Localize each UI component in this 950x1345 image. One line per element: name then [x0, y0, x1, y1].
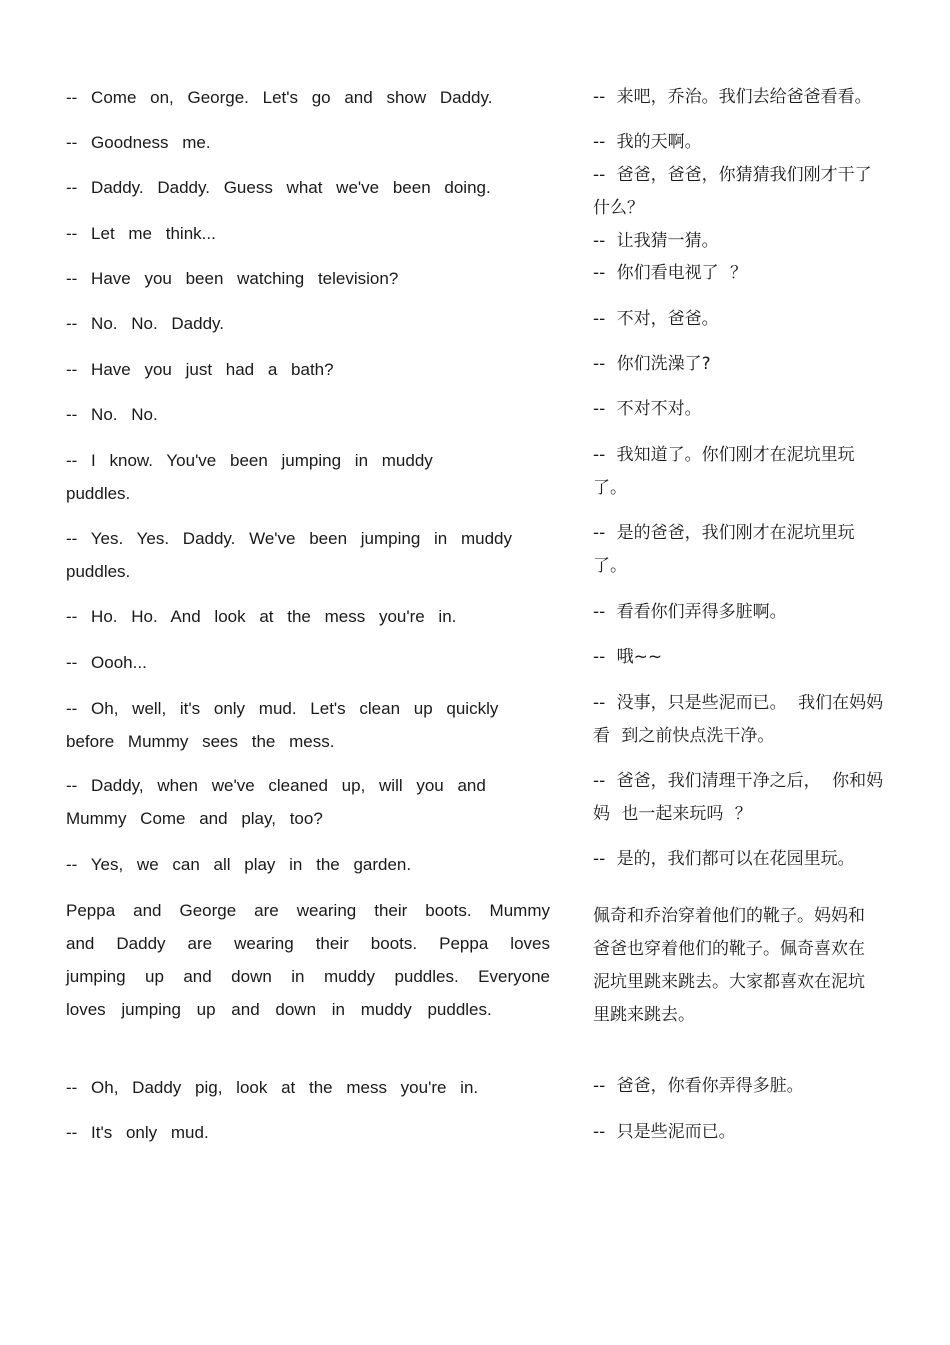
dialogue-en-6: -- No. No. Daddy. — [66, 314, 225, 333]
dialogue-zh-12: -- 哦~~ — [593, 647, 663, 667]
dialogue-en-7: -- Have you just had a bath? — [66, 360, 334, 379]
narration-en: Peppa and George are wearing their boots. Mummy and Daddy are wearing their boots. Peppa loves jumping up and down in muddy puddles. Everyone loves jumping up and down in muddy puddles. — [66, 901, 550, 1019]
dialogue-en-11: -- Ho. Ho. And look at the mess you're in. — [66, 607, 457, 626]
dialogue-en-2: -- Goodness me. — [66, 133, 211, 152]
dialogue-zh-2: -- 我的天啊。 — [593, 132, 702, 152]
narration-zh: 佩奇和乔治穿着他们的靴子。妈妈和爸爸也穿着他们的靴子。佩奇喜欢在泥坑里跳来跳去。大家都喜欢在泥坑里跳来跳去。 — [593, 906, 865, 1025]
dialogue-zh-8: -- 不对不对。 — [593, 399, 702, 419]
dialogue-zh-9: -- 我知道了。你们刚才在泥坑里玩了。 — [593, 445, 855, 498]
dialogue-en-15: -- Yes, we can all play in the garden. — [66, 855, 412, 874]
closing-en-2: -- It's only mud. — [66, 1123, 209, 1142]
dialogue-zh-3: -- 爸爸，爸爸，你猜猜我们刚才干了什么？ — [593, 165, 872, 218]
dialogue-zh-15: -- 是的，我们都可以在花园里玩。 — [593, 849, 855, 869]
dialogue-zh-13: -- 没事，只是些泥而已。 我们在妈妈看 到之前快点洗干净。 — [593, 693, 884, 746]
closing-zh-2: -- 只是些泥而已。 — [593, 1122, 736, 1142]
closing-zh-1: -- 爸爸，你看你弄得多脏。 — [593, 1076, 804, 1096]
dialogue-zh-5: -- 你们看电视了 ？ — [593, 263, 748, 283]
dialogue-en-5: -- Have you been watching television? — [66, 269, 399, 288]
dialogue-zh-11: -- 看看你们弄得多脏啊。 — [593, 602, 787, 622]
dialogue-en-13: -- Oh, well, it's only mud. Let's clean up quickly before Mummy sees the mess. — [66, 699, 499, 751]
dialogue-en-12: -- Oooh... — [66, 653, 147, 672]
dialogue-en-9: -- I know. You've been jumping in muddy puddles. — [66, 451, 433, 503]
dialogue-en-8: -- No. No. — [66, 405, 158, 424]
dialogue-zh-6: -- 不对，爸爸。 — [593, 309, 719, 329]
dialogue-en-3: -- Daddy. Daddy. Guess what we've been doing. — [66, 178, 491, 197]
dialogue-zh-1: -- 来吧，乔治。我们去给爸爸看看。 — [593, 87, 872, 107]
dialogue-en-4: -- Let me think... — [66, 224, 216, 243]
closing-en-1: -- Oh, Daddy pig, look at the mess you're in. — [66, 1078, 479, 1097]
dialogue-zh-10: -- 是的爸爸，我们刚才在泥坑里玩了。 — [593, 523, 855, 576]
dialogue-zh-7: -- 你们洗澡了? — [593, 354, 711, 374]
dialogue-en-10: -- Yes. Yes. Daddy. We've been jumping in muddy puddles. — [66, 529, 513, 581]
dialogue-zh-4: -- 让我猜一猜。 — [593, 231, 719, 251]
dialogue-en-14: -- Daddy, when we've cleaned up, will you and Mummy Come and play, too? — [66, 776, 486, 828]
dialogue-zh-14: -- 爸爸，我们清理干净之后， 你和妈妈 也一起来玩吗 ？ — [593, 771, 884, 824]
dialogue-en-1: -- Come on, George. Let's go and show Daddy. — [66, 88, 493, 107]
